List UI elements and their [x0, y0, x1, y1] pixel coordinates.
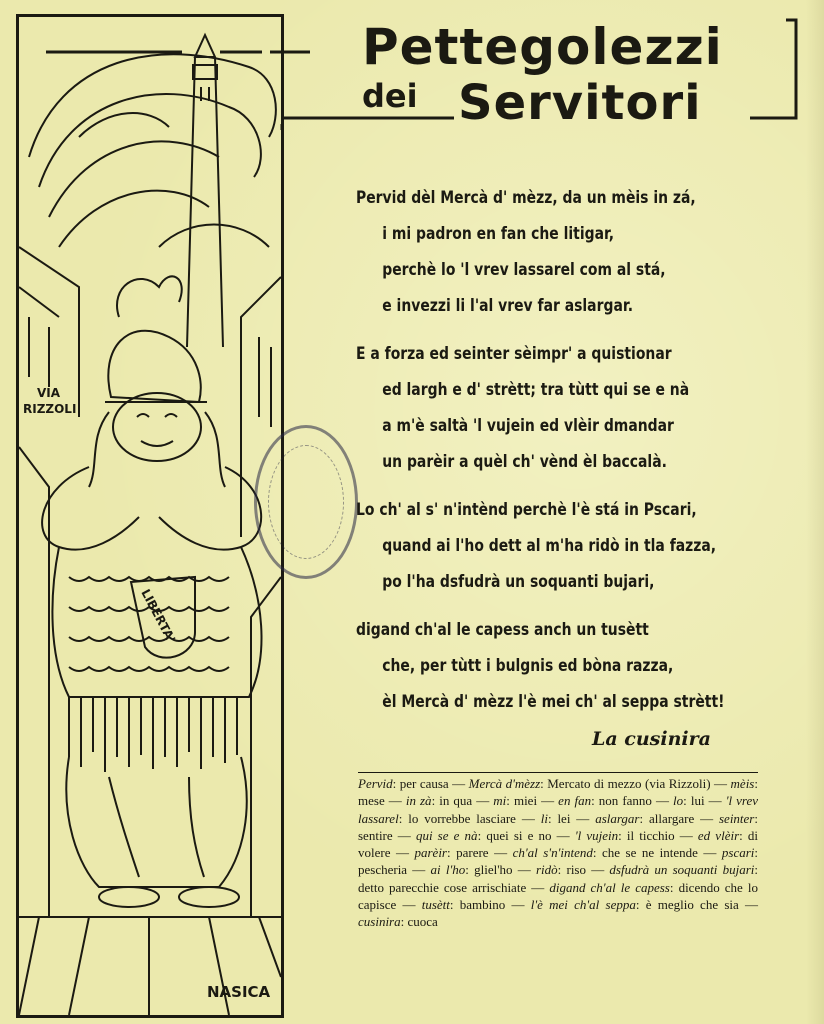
sash-text: LIBERTA' [138, 586, 179, 645]
title-line-1: Pettegolezzi [362, 18, 723, 76]
poem [356, 180, 725, 732]
glossary-term: li [540, 810, 548, 826]
glossary-term: l'è mei ch'al seppa [530, 897, 636, 913]
glossary-term: dsfudrà un soquanti bujari [609, 862, 755, 878]
glossary-term: cusinira [358, 914, 401, 930]
title-line-2b: Servitori [458, 75, 702, 131]
glossary-gloss: miei [513, 793, 538, 809]
glossary-term: in zà [405, 793, 432, 809]
stanza-1 [356, 180, 700, 324]
glossary-gloss: lei [557, 810, 571, 826]
poem-line: Pervid dèl Mercà d' mèzz, da un mèis in zá, [356, 188, 696, 208]
poem-line: digand ch'al le capess anch un tusètt [356, 620, 649, 640]
glossary-gloss: non fanno [598, 793, 652, 809]
glossary-gloss: parere [456, 845, 489, 861]
glossary-gloss: bambino [459, 897, 506, 913]
poem-line: a m'è saltà 'l vujein ed vlèir dmandar [382, 416, 674, 436]
glossary-gloss: cuoca [407, 914, 438, 930]
glossary-term: mi [493, 793, 507, 809]
glossary-term: mèis [730, 776, 755, 791]
glossary-gloss: è meglio che sia [645, 897, 739, 913]
poem-line: Lo ch' al s' n'intènd perchè l'è stá in Pscari, [356, 500, 697, 520]
glossary-term: Pervid [358, 776, 393, 791]
glossary-gloss: che se ne intende [601, 845, 698, 861]
glossary-term: aslargar [595, 810, 640, 826]
glossary-term: parèir [414, 845, 447, 861]
stanza-3 [356, 492, 717, 600]
poem-line: èl Mercà d' mèzz l'è mei ch' al seppa strètt! [382, 692, 725, 712]
poem-line: ed largh e d' strètt; tra tùtt qui se e nà [382, 380, 690, 400]
glossary-gloss: Mercato di mezzo (via Rizzoli) [547, 776, 711, 791]
poem-line: che, per tùtt i bulgnis ed bòna razza, [382, 656, 674, 676]
glossary-term: lo [673, 793, 684, 809]
street-sign-line2: RIZZOLI [23, 402, 77, 416]
glossary-term: qui se e nà [415, 827, 478, 843]
glossary-gloss: pescheria [358, 862, 408, 878]
glossary-term: 'l vrev lassarel [358, 793, 759, 826]
artist-signature: NASICA [207, 983, 271, 1001]
bleed-through [300, 270, 308, 304]
glossary-gloss: in qua [439, 793, 473, 809]
poem-line: quand ai l'ho dett al m'ha ridò in tla fazza, [382, 536, 717, 556]
glossary-gloss: mese [358, 793, 385, 809]
street-sign-line1: VIA [37, 386, 61, 400]
poem-line: i mi padron en fan che litigar, [382, 224, 615, 244]
caricature-illustration [19, 17, 281, 1015]
glossary-term: ridò [535, 862, 558, 878]
stanza-2 [356, 336, 700, 480]
glossary-term: ai l'ho [430, 862, 466, 878]
glossary-term: digand ch'al le capess [549, 879, 670, 895]
glossary-gloss: di volere [358, 827, 759, 861]
glossary-gloss: dicendo che lo capisce [358, 879, 758, 913]
glossary-gloss: quei si e no [486, 827, 552, 843]
poem-line: perchè lo 'l vrev lassarel com al stá, [382, 260, 666, 280]
glossary-gloss: il ticchio [626, 827, 675, 843]
glossary-term: ch'al s'n'intend [512, 845, 593, 861]
glossary-term: 'l vujein [574, 827, 619, 843]
glossary-term: en fan [558, 793, 592, 809]
glossary-gloss: riso [566, 862, 586, 878]
glossary-notes: Pervid: per causa — Mercà d'mèzz: Mercato di mezzo (via Rizzoli) — mèis: mese — in zà: in qua — mi: miei — en fan: non fanno — lo: lui — 'l vrev lassarel: lo vorrebbe lasciare — li: lei — aslargar: allargare — seinter: sentire — qui se e nà: quei si e no — 'l vujein: il ticchio — ed vlèir: di volere — parèir: parere — ch'al s'n'intend: che se ne intende — pscari: pescheria — ai l'ho: gliel'ho — ridò: riso — dsfudrà un soquanti bujari: detto parecchie cose arrischiate — digand ch'al le capess: dicendo che lo capisce — tusètt: bambino — l'è mei ch'al seppa: è meglio che sia — cusinira: cuoca [358, 772, 758, 931]
glossary-gloss: detto parecchie cose arrischiate [358, 879, 527, 895]
glossary-term: seinter [718, 810, 755, 826]
poem-line: po l'ha dsfudrà un soquanti bujari, [382, 572, 655, 592]
poem-line: E a forza ed seinter sèimpr' a quistionar [356, 344, 672, 364]
glossary-gloss: sentire [358, 827, 393, 843]
glossary-term: ed vlèir [697, 827, 740, 843]
glossary-gloss: gliel'ho [474, 862, 513, 878]
poem-signature: La cusinira [592, 728, 711, 750]
poem-line: un parèir a quèl ch' vènd èl baccalà. [382, 452, 667, 472]
page-edge-shadow [806, 0, 824, 1024]
glossary-gloss: per causa [399, 776, 449, 791]
glossary-term: pscari [721, 845, 755, 861]
glossary-gloss: allargare [649, 810, 695, 826]
glossary-term: tusètt [421, 897, 450, 913]
poem-line: e invezzi li l'al vrev far aslargar. [382, 296, 634, 316]
ink-stamp-inner [268, 445, 344, 559]
glossary-gloss: lo vorrebbe lasciare [408, 810, 516, 826]
stanza-4 [356, 612, 725, 720]
title-line-2a: dei [362, 77, 418, 115]
glossary-gloss: lui [690, 793, 705, 809]
glossary-term: Mercà d'mèzz [468, 776, 541, 791]
